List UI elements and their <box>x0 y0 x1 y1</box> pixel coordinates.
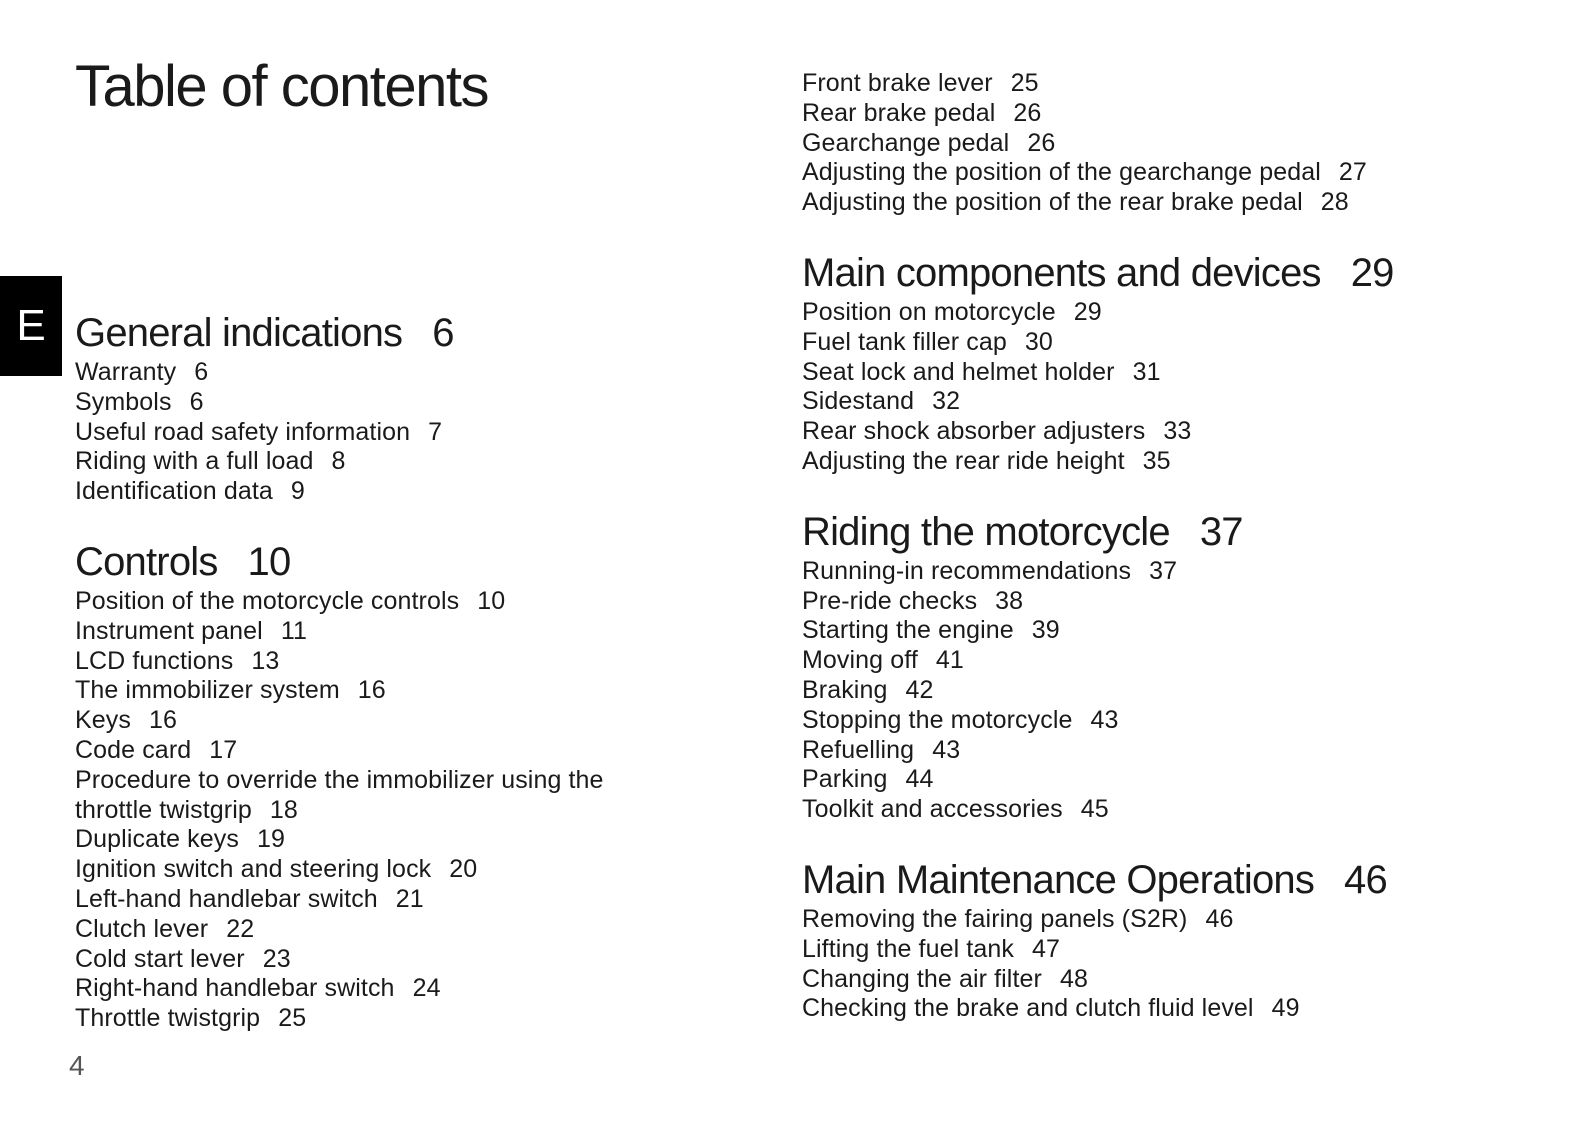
toc-entry-page: 29 <box>1073 297 1102 326</box>
section-heading[interactable] <box>802 857 1442 903</box>
toc-entry-page: 25 <box>278 1004 307 1033</box>
toc-entry-title: The immobilizer system <box>75 676 340 705</box>
toc-entry[interactable] <box>75 766 715 796</box>
toc-entry-page: 21 <box>395 884 424 913</box>
toc-entry[interactable] <box>802 328 1442 358</box>
toc-entry-list <box>802 557 1442 825</box>
toc-entry-title: Riding with a full load <box>75 447 314 476</box>
section-heading[interactable] <box>802 250 1442 296</box>
toc-entry-title: Refuelling <box>802 735 915 764</box>
toc-entry-title: Changing the air filter <box>802 964 1042 993</box>
section-page-number: 10 <box>247 539 291 584</box>
toc-entry[interactable] <box>75 418 715 448</box>
toc-entry-title: Toolkit and accessories <box>802 795 1063 824</box>
toc-entry-page: 48 <box>1059 964 1088 993</box>
toc-entry-page: 33 <box>1163 417 1192 446</box>
toc-entry-title: Clutch lever <box>75 914 209 943</box>
toc-entry-title: Starting the engine <box>802 616 1014 645</box>
toc-entry-list <box>75 358 715 507</box>
section-heading-text: Main Maintenance Operations <box>802 857 1315 902</box>
toc-entry-page: 38 <box>995 586 1024 615</box>
toc-entry-list <box>802 69 1442 218</box>
toc-entry-page: 49 <box>1271 994 1300 1023</box>
page-number: 4 <box>69 1050 85 1081</box>
toc-entry-title: Duplicate keys <box>75 825 239 854</box>
toc-entry-page: 6 <box>194 358 209 386</box>
toc-entry-page: 26 <box>1027 128 1056 157</box>
right-column <box>802 69 1442 1056</box>
toc-entry-page: 37 <box>1149 556 1178 585</box>
toc-entry[interactable] <box>75 477 715 507</box>
section-heading-text: General indications <box>75 311 403 355</box>
toc-entry-title: Removing the fairing panels (S2R) <box>802 904 1188 933</box>
toc-entry-title: Parking <box>802 765 888 794</box>
toc-entry-page: 35 <box>1142 446 1171 475</box>
toc-entry-title: Right-hand handlebar switch <box>75 974 395 1003</box>
toc-section <box>75 539 715 1034</box>
toc-entry-title: Ignition switch and steering lock <box>75 855 432 884</box>
toc-entry-page: 39 <box>1031 616 1060 645</box>
page-title: Table of contents <box>75 54 489 119</box>
toc-entry[interactable] <box>802 676 1442 706</box>
toc-entry[interactable] <box>75 796 715 826</box>
toc-entry-title: Sidestand <box>802 387 915 416</box>
toc-entry[interactable] <box>802 129 1442 159</box>
toc-section <box>802 250 1442 477</box>
toc-entry-title: Useful road safety information <box>75 417 411 446</box>
toc-entry-page: 17 <box>209 735 238 764</box>
toc-entry[interactable] <box>75 974 715 1004</box>
toc-section <box>802 69 1442 218</box>
section-heading[interactable] <box>75 310 715 356</box>
toc-entry-page: 18 <box>269 795 298 824</box>
toc-entry-title: Adjusting the position of the rear brake pedal <box>802 188 1303 217</box>
toc-entry[interactable] <box>75 388 715 418</box>
toc-entry-page: 23 <box>262 944 291 973</box>
toc-entry-title: LCD functions <box>75 646 234 675</box>
toc-entry-title: Pre-ride checks <box>802 586 978 615</box>
toc-entry-page: 43 <box>1090 705 1119 734</box>
toc-entry-title: Keys <box>75 706 131 735</box>
toc-entry[interactable] <box>802 795 1442 825</box>
toc-entry-page: 45 <box>1080 795 1109 824</box>
toc-entry-title: Fuel tank filler cap <box>802 327 1007 356</box>
toc-entry-page: 44 <box>905 765 934 794</box>
toc-entry-title: Adjusting the position of the gearchange pedal <box>802 158 1321 187</box>
toc-entry-page: 24 <box>412 974 441 1003</box>
toc-entry-list <box>75 587 715 1034</box>
toc-entry[interactable] <box>802 99 1442 129</box>
toc-entry[interactable] <box>802 965 1442 995</box>
section-page-number: 46 <box>1344 857 1387 902</box>
toc-entry[interactable] <box>75 647 715 677</box>
toc-section <box>75 310 715 507</box>
section-page-number: 6 <box>432 311 454 355</box>
toc-entry-title: Procedure to override the immobilizer using the <box>75 765 604 794</box>
toc-entry-title: throttle twistgrip <box>75 795 252 824</box>
section-heading[interactable] <box>75 539 715 585</box>
toc-entry-title: Rear brake pedal <box>802 98 996 127</box>
toc-entry-page: 42 <box>905 675 934 704</box>
toc-entry-page: 47 <box>1031 934 1060 963</box>
toc-entry[interactable] <box>75 825 715 855</box>
toc-entry-title: Lifting the fuel tank <box>802 934 1014 963</box>
toc-entry[interactable] <box>75 358 715 388</box>
toc-entry[interactable] <box>75 915 715 945</box>
section-heading[interactable] <box>802 509 1442 555</box>
toc-entry[interactable] <box>802 358 1442 388</box>
toc-entry-title: Instrument panel <box>75 616 263 645</box>
toc-entry[interactable] <box>802 994 1442 1024</box>
toc-entry-page: 27 <box>1338 158 1367 187</box>
toc-entry-page: 30 <box>1024 327 1053 356</box>
toc-entry-list <box>802 298 1442 477</box>
toc-entry-title: Identification data <box>75 477 273 506</box>
toc-entry-title: Running-in recommendations <box>802 556 1132 585</box>
toc-entry[interactable] <box>75 945 715 975</box>
toc-entry[interactable] <box>802 387 1442 417</box>
toc-entry[interactable] <box>802 587 1442 617</box>
toc-entry[interactable] <box>802 646 1442 676</box>
toc-entry-page: 16 <box>148 706 177 735</box>
toc-entry[interactable] <box>802 616 1442 646</box>
toc-entry-page: 28 <box>1320 188 1349 217</box>
toc-entry[interactable] <box>802 557 1442 587</box>
toc-entry-page: 46 <box>1205 904 1234 933</box>
toc-entry-page: 11 <box>280 616 307 645</box>
toc-entry-title: Cold start lever <box>75 944 245 973</box>
toc-entry[interactable] <box>802 69 1442 99</box>
toc-entry-page: 8 <box>331 447 346 476</box>
toc-entry-title: Position on motorcycle <box>802 297 1056 326</box>
toc-entry-title: Checking the brake and clutch fluid level <box>802 994 1254 1023</box>
toc-entry-page: 41 <box>935 646 964 675</box>
toc-entry-title: Left-hand handlebar switch <box>75 884 378 913</box>
toc-entry-title: Seat lock and helmet holder <box>802 357 1115 386</box>
section-heading-text: Controls <box>75 539 218 584</box>
toc-entry-title: Front brake lever <box>802 69 993 97</box>
toc-entry-page: 6 <box>189 387 204 416</box>
toc-entry[interactable] <box>802 765 1442 795</box>
toc-entry[interactable] <box>802 935 1442 965</box>
toc-entry-page: 20 <box>449 855 478 884</box>
toc-entry-page: 19 <box>256 825 285 854</box>
toc-entry-page: 26 <box>1013 98 1042 127</box>
toc-section <box>802 509 1442 825</box>
toc-entry-page: 22 <box>226 914 255 943</box>
toc-entry-title: Code card <box>75 735 192 764</box>
toc-entry-title: Adjusting the rear ride height <box>802 446 1125 475</box>
section-heading-text: Main components and devices <box>802 250 1321 295</box>
toc-entry-title: Symbols <box>75 387 172 416</box>
toc-entry-page: 32 <box>932 387 961 416</box>
toc-entry[interactable] <box>75 447 715 477</box>
section-heading-text: Riding the motorcycle <box>802 509 1170 554</box>
toc-section <box>802 857 1442 1024</box>
toc-entry-title: Throttle twistgrip <box>75 1004 261 1033</box>
toc-entry[interactable] <box>802 736 1442 766</box>
toc-entry[interactable] <box>75 676 715 706</box>
toc-entry[interactable] <box>802 158 1442 188</box>
toc-entry-title: Position of the motorcycle controls <box>75 586 460 615</box>
toc-entry[interactable] <box>75 885 715 915</box>
toc-entry-title: Rear shock absorber adjusters <box>802 417 1146 446</box>
section-page-number: 29 <box>1350 250 1394 295</box>
toc-entry[interactable] <box>802 298 1442 328</box>
toc-entry-title: Moving off <box>802 646 918 675</box>
toc-entry[interactable] <box>802 905 1442 935</box>
toc-entry[interactable] <box>75 587 715 617</box>
toc-entry[interactable] <box>75 706 715 736</box>
toc-entry[interactable] <box>802 188 1442 218</box>
toc-entry[interactable] <box>802 706 1442 736</box>
toc-entry-title: Warranty <box>75 358 177 386</box>
toc-entry-page: 25 <box>1010 69 1039 97</box>
toc-entry[interactable] <box>75 617 715 647</box>
toc-entry-list <box>802 905 1442 1024</box>
toc-entry-title: Braking <box>802 675 888 704</box>
toc-entry-page: 16 <box>357 676 386 705</box>
toc-entry[interactable] <box>75 855 715 885</box>
toc-entry-title: Stopping the motorcycle <box>802 705 1073 734</box>
toc-entry-title: Gearchange pedal <box>802 128 1010 157</box>
toc-entry-page: 7 <box>428 417 443 446</box>
toc-entry[interactable] <box>802 417 1442 447</box>
toc-entry-page: 13 <box>251 646 280 675</box>
toc-entry-page: 43 <box>932 735 961 764</box>
left-column <box>75 310 715 1066</box>
language-tab: E <box>0 276 62 376</box>
toc-entry[interactable] <box>75 1004 715 1034</box>
toc-entry-page: 10 <box>477 586 506 615</box>
toc-entry-page: 31 <box>1132 357 1161 386</box>
toc-entry[interactable] <box>802 447 1442 477</box>
section-page-number: 37 <box>1199 509 1243 554</box>
toc-entry-page: 9 <box>290 477 305 506</box>
toc-entry[interactable] <box>75 736 715 766</box>
